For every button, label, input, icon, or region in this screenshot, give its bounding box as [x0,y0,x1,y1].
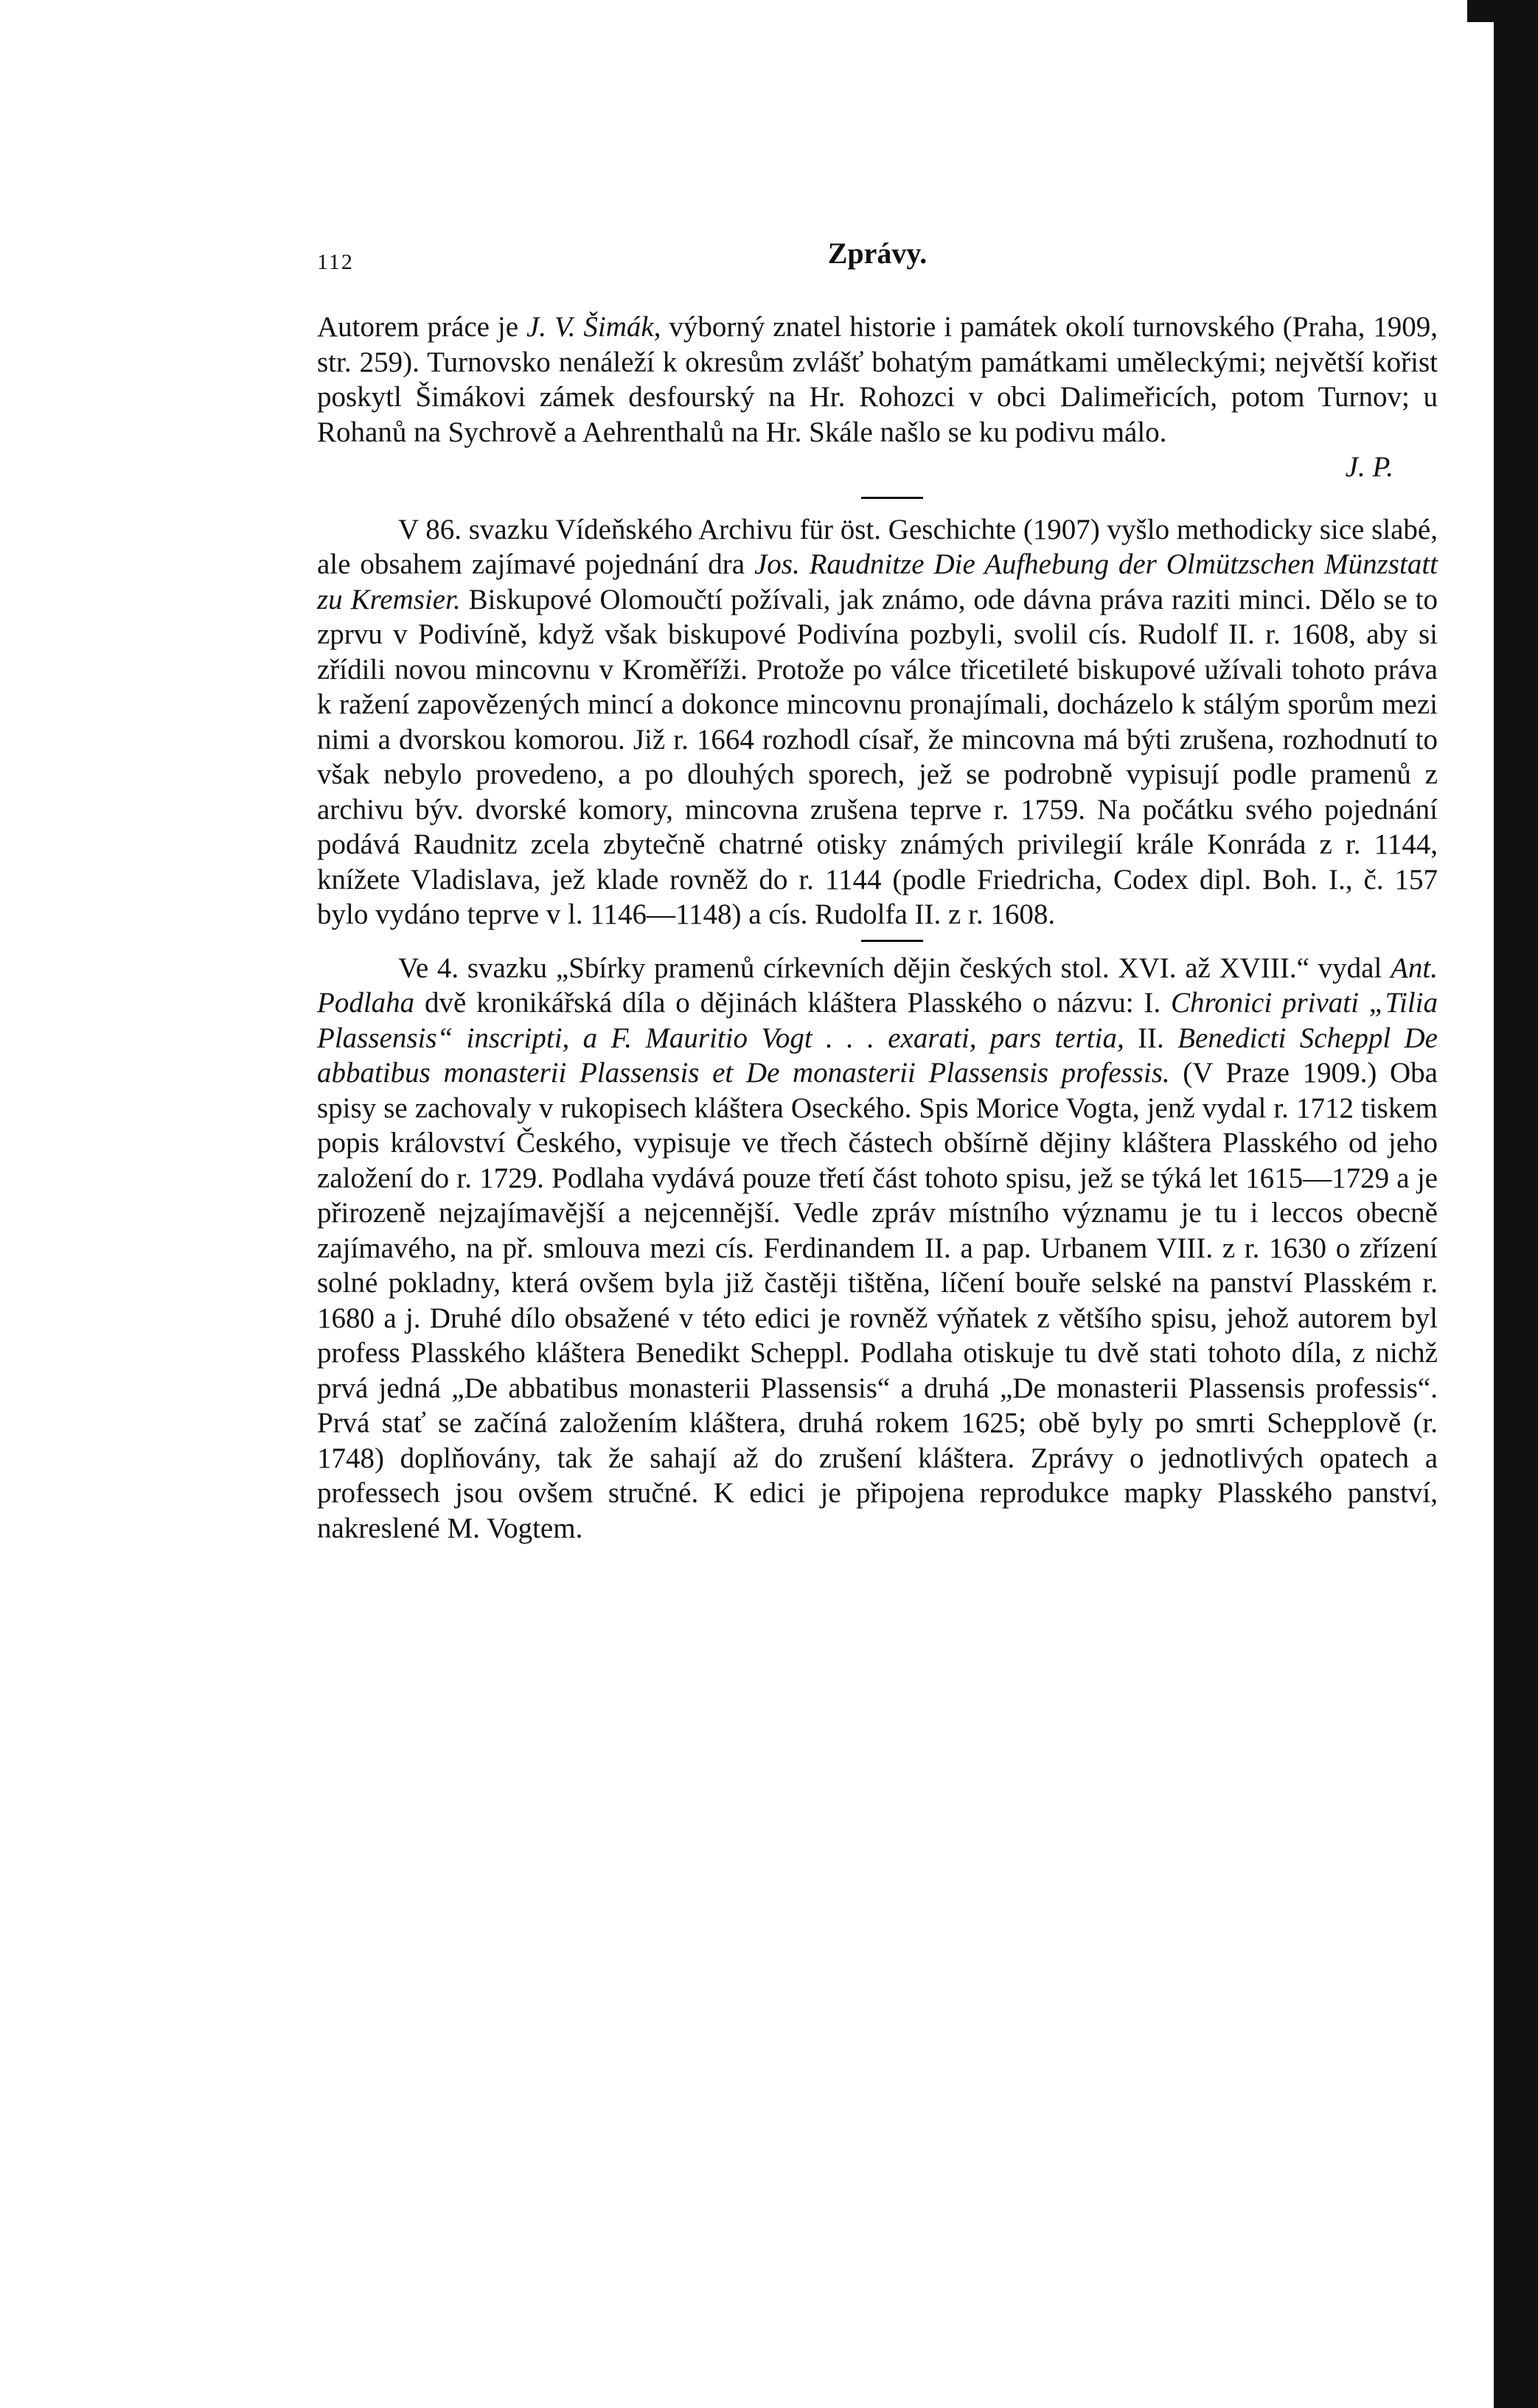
author-signature: J. P. [1345,451,1393,483]
text-segment: , výborný znatel historie i památek okolí turnovského (Praha, 1909, str. 259). Turnovsko nenáleží k okresům zvlášť bohatým památkami uměleckými; největší kořist poskytl Šimákovi zámek desfourský na Hr. Rohozci v obci Dalimeřicích, potom Turnov; u Rohanů na Sychrově a Aehrenthalů na Hr. Skále našlo se ku podivu málo. [317,311,1438,448]
paragraph-raudnitz-review [317,512,1438,932]
text-segment: Ve 4. svazku „Sbírky pramenů církevních dějin českých stol. XVI. až XVIII.“ vydal [398,952,1391,984]
section-divider [861,497,923,499]
scan-border-right [1494,0,1538,2408]
author-name: J. V. Šimák [526,311,654,343]
text-segment: II. [1124,1022,1178,1054]
page-content [317,236,1438,1546]
page-number: 112 [317,250,354,274]
editor-name: Ant. Podlaha [317,952,1438,1019]
text-segment: dvě kronikářská díla o dějinách kláštera Plasského o názvu: I. [414,987,1171,1019]
page-header [317,236,1438,280]
section-divider [861,940,923,942]
text-segment: (V Praze 1909.) Oba spisy se zachovaly v rukopisech kláštera Oseckého. Spis Morice Vogta, jenž vydal r. 1712 tiskem popis království Českého, vypisuje ve třech částech obšírně dějiny kláštera Plasského od jeho založení do r. 1729. Podlaha vydává pouze třetí část tohoto spisu, jež se týká let 1615—1729 a je přirozeně nejzajímavější a nejcennější. Vedle zpráv místního významu je tu i leccos obecně zajímavého, na př. smlouva mezi cís. Ferdinandem II. a pap. Urbanem VIII. z r. 1630 o zřízení solné pokladny, která ovšem byla již častěji tištěna, líčení bouře selské na panství Plasském r. 1680 a j. Druhé dílo obsažené v této edici je rovněž výňatek z většího spisu, jehož autorem byl profess Plasského kláštera Benedikt Scheppl. Podlaha otiskuje tu dvě stati tohoto díla, z nichž prvá jedná „De abbatibus monasterii Plassensis“ a druhá „De monasterii Plassensis professis“. Prvá stať se začíná založením kláštera, druhá rokem 1625; obě byly po smrti Schepplově (r. 1748) doplňovány, tak že sahají až do zrušení kláštera. Zprávy o jednotlivých opatech a professech jsou ovšem stručné. K edici je připojena reprodukce mapky Plasského panství, nakreslené M. Vogtem. [317,1057,1438,1544]
text-segment: V 86. svazku Vídeňského Archivu für öst. Geschichte (1907) vyšlo methodicky sice slabé, ale obsahem zajímavé pojednání dra [317,513,1438,580]
paragraph-simak-review [317,310,1438,450]
citation-title: Jos. Raudnitze Die Aufhebung der Olmützschen Münzstatt zu Kremsier. [317,548,1438,615]
text-segment: Biskupové Olomoučtí požívali, jak známo, ode dávna práva raziti minci. Dělo se to zprvu v Podivíně, když však biskupové Podivína pozbyli, svolil cís. Rudolf II. r. 1608, aby si zřídili novou mincovnu v Kroměříži. Protože po válce třicetileté biskupové užívali tohoto práva k ražení zapovězených mincí a dokonce mincovnu pronajímali, docházelo k stálým sporům mezi nimi a dvorskou komorou. Již r. 1664 rozhodl císař, že mincovna má býti zrušena, rozhodnutí to však nebylo provedeno, a po dlouhých sporech, jež se podrobně vypisují podle pramenů z archivu býv. dvorské komory, mincovna zrušena teprve r. 1759. Na počátku svého pojednání podává Raudnitz zcela zbytečně chatrné otisky známých privilegií krále Konráda z r. 1144, knížete Vladislava, jež klade rovněž do r. 1144 (podle Friedricha, Codex dipl. Boh. I., č. 157 bylo vydáno teprve v l. 1146—1148) a cís. Rudolfa II. z r. 1608. [317,583,1438,930]
running-head: Zprávy. [827,237,928,270]
text-segment: Autorem práce je [317,311,526,343]
paragraph-podlaha-review [317,951,1438,1546]
work-title-1: Chronici privati „Tilia Plassensis“ inscripti, a F. Mauritio Vogt . . . exarati, pars tertia, [317,987,1438,1054]
work-title-2: Benedicti Scheppl De abbatibus monasterii Plassensis et De monasterii Plassensis professis. [317,1022,1438,1089]
